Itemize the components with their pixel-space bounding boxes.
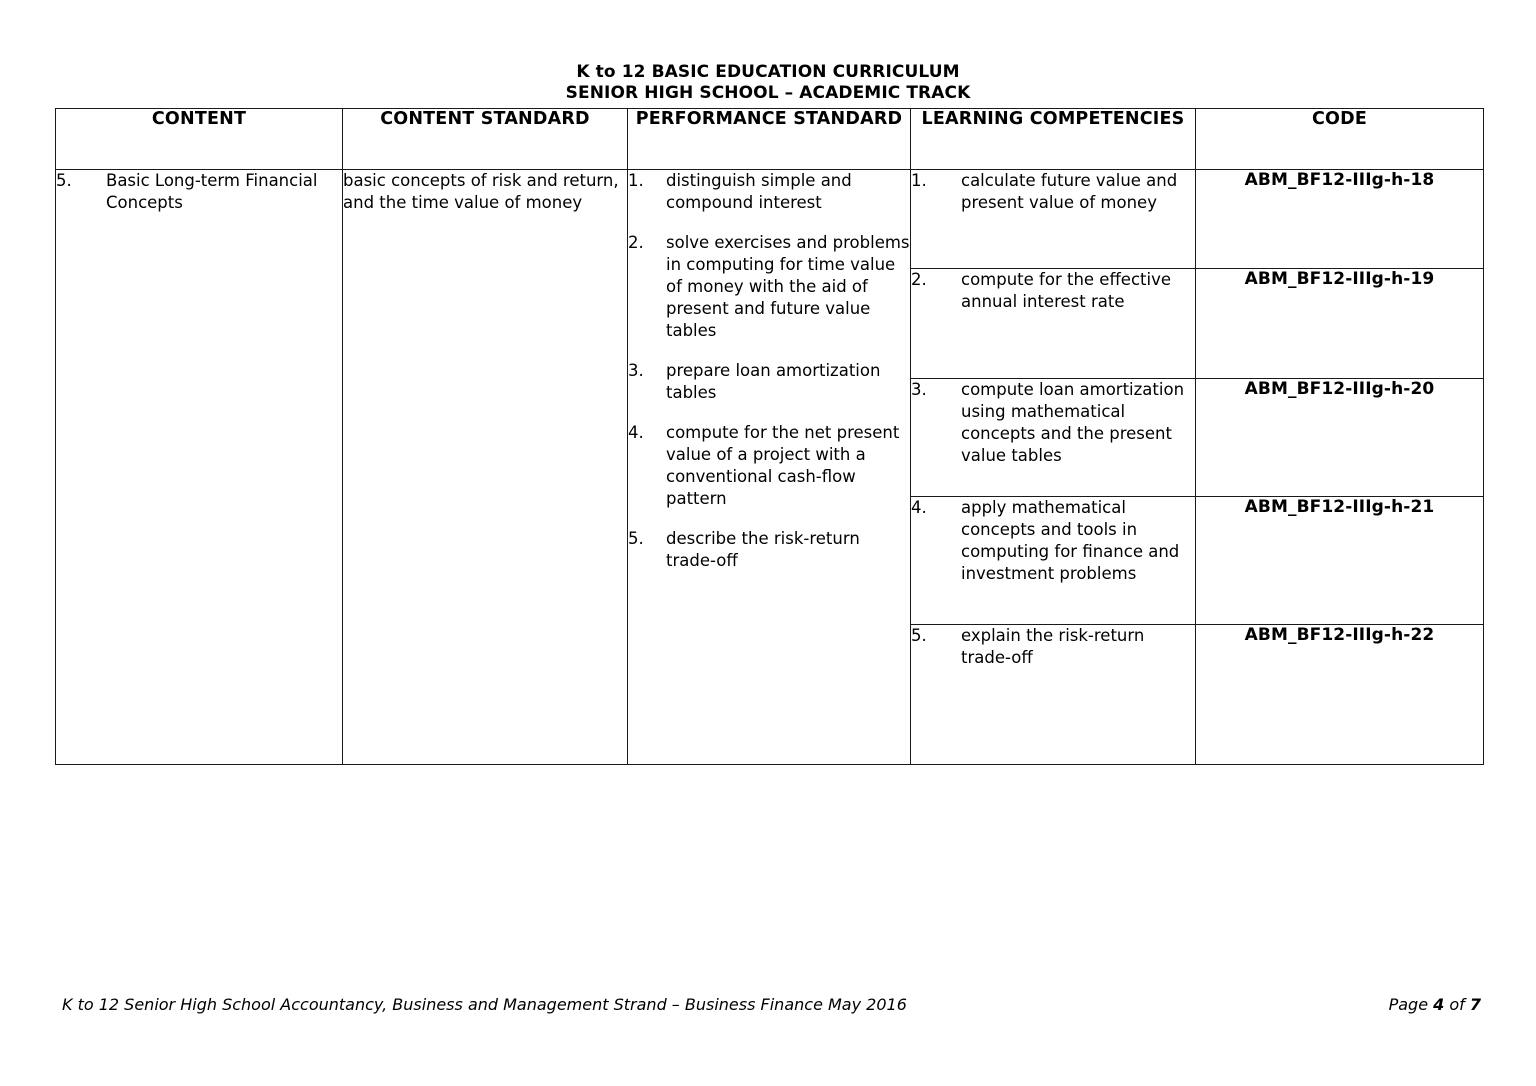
list-item xyxy=(628,170,910,214)
competency-row xyxy=(911,378,1195,496)
performance-item-number: 5. xyxy=(628,529,644,548)
competency-text: calculate future value and present value of money xyxy=(961,171,1178,212)
competency-text: compute for the effective annual interest rate xyxy=(961,269,1172,311)
content-item-text: Basic Long-term Financial Concepts xyxy=(106,171,318,212)
column-header-content-standard: CONTENT STANDARD xyxy=(343,109,628,170)
cell-performance-standard xyxy=(628,170,911,765)
performance-item-text: distinguish simple and compound interest xyxy=(666,171,852,212)
code-value: ABM_BF12-IIIg-h-19 xyxy=(1196,268,1483,378)
competency-cell xyxy=(911,170,1195,268)
code-value: ABM_BF12-IIIg-h-18 xyxy=(1196,170,1483,268)
competency-number: 1. xyxy=(911,171,927,190)
performance-item-number: 4. xyxy=(628,423,644,442)
content-standard-text: basic concepts of risk and return, and the time value of money xyxy=(343,171,619,212)
page-total: 7 xyxy=(1469,995,1481,1014)
footer-source-text: K to 12 Senior High School Accountancy, Business and Management Strand – Business Finance May 2016 xyxy=(62,995,907,1014)
document-header xyxy=(0,62,1536,104)
competency-text: compute loan amortization using mathematical concepts and the present value tables xyxy=(961,379,1185,465)
performance-item-number: 2. xyxy=(628,233,644,252)
competency-row xyxy=(911,496,1195,624)
competency-row xyxy=(911,170,1195,268)
competency-cell xyxy=(911,268,1195,378)
performance-item-number: 3. xyxy=(628,361,644,380)
column-header-learning-competencies: LEARNING COMPETENCIES xyxy=(911,109,1196,170)
competency-cell xyxy=(911,624,1195,764)
list-item xyxy=(628,528,910,572)
performance-item-text: describe the risk-return trade-off xyxy=(666,529,860,570)
code-value: ABM_BF12-IIIg-h-21 xyxy=(1196,496,1483,624)
list-item xyxy=(628,360,910,404)
competency-number: 2. xyxy=(911,269,927,289)
code-row xyxy=(1196,170,1483,268)
competency-row xyxy=(911,624,1195,764)
competency-cell xyxy=(911,378,1195,496)
performance-item-text: solve exercises and problems in computing for time value of money with the aid of present and future value tables xyxy=(666,233,910,340)
performance-item-number: 1. xyxy=(628,171,644,190)
content-item-number: 5. xyxy=(56,171,72,190)
cell-content xyxy=(56,170,343,765)
performance-standard-list xyxy=(628,170,910,572)
competency-number: 3. xyxy=(911,379,927,399)
code-table xyxy=(1196,170,1483,764)
cell-code xyxy=(1196,170,1484,765)
performance-item-text: prepare loan amortization tables xyxy=(666,361,881,402)
learning-competencies-table xyxy=(911,170,1195,764)
competency-text: apply mathematical concepts and tools in computing for finance and investment problems xyxy=(961,497,1180,583)
code-value: ABM_BF12-IIIg-h-20 xyxy=(1196,378,1483,496)
list-item xyxy=(628,422,910,510)
curriculum-table xyxy=(55,108,1484,765)
competency-number: 4. xyxy=(911,497,927,517)
page-number: 4 xyxy=(1433,995,1445,1014)
competency-text: explain the risk-return trade-off xyxy=(961,625,1145,667)
competency-row xyxy=(911,268,1195,378)
code-row xyxy=(1196,624,1483,764)
page-label-prefix: Page xyxy=(1388,995,1434,1014)
competency-number: 5. xyxy=(911,625,927,645)
header-line-2: SENIOR HIGH SCHOOL – ACADEMIC TRACK xyxy=(565,83,971,103)
code-row xyxy=(1196,496,1483,624)
list-item xyxy=(628,232,910,342)
table-header-row xyxy=(56,109,1484,170)
column-header-content: CONTENT xyxy=(56,109,343,170)
code-row xyxy=(1196,268,1483,378)
document-footer xyxy=(62,995,1481,1014)
column-header-performance-standard: PERFORMANCE STANDARD xyxy=(628,109,911,170)
cell-learning-competencies xyxy=(911,170,1196,765)
cell-content-standard xyxy=(343,170,628,765)
header-line-1: K to 12 BASIC EDUCATION CURRICULUM xyxy=(576,62,960,82)
page-label-middle: of xyxy=(1444,995,1470,1014)
performance-item-text: compute for the net present value of a project with a conventional cash-flow pattern xyxy=(666,423,900,508)
page-indicator xyxy=(1389,995,1481,1014)
code-row xyxy=(1196,378,1483,496)
competency-cell xyxy=(911,496,1195,624)
code-value: ABM_BF12-IIIg-h-22 xyxy=(1244,624,1435,645)
column-header-code: CODE xyxy=(1196,109,1484,170)
table-row xyxy=(56,170,1484,765)
